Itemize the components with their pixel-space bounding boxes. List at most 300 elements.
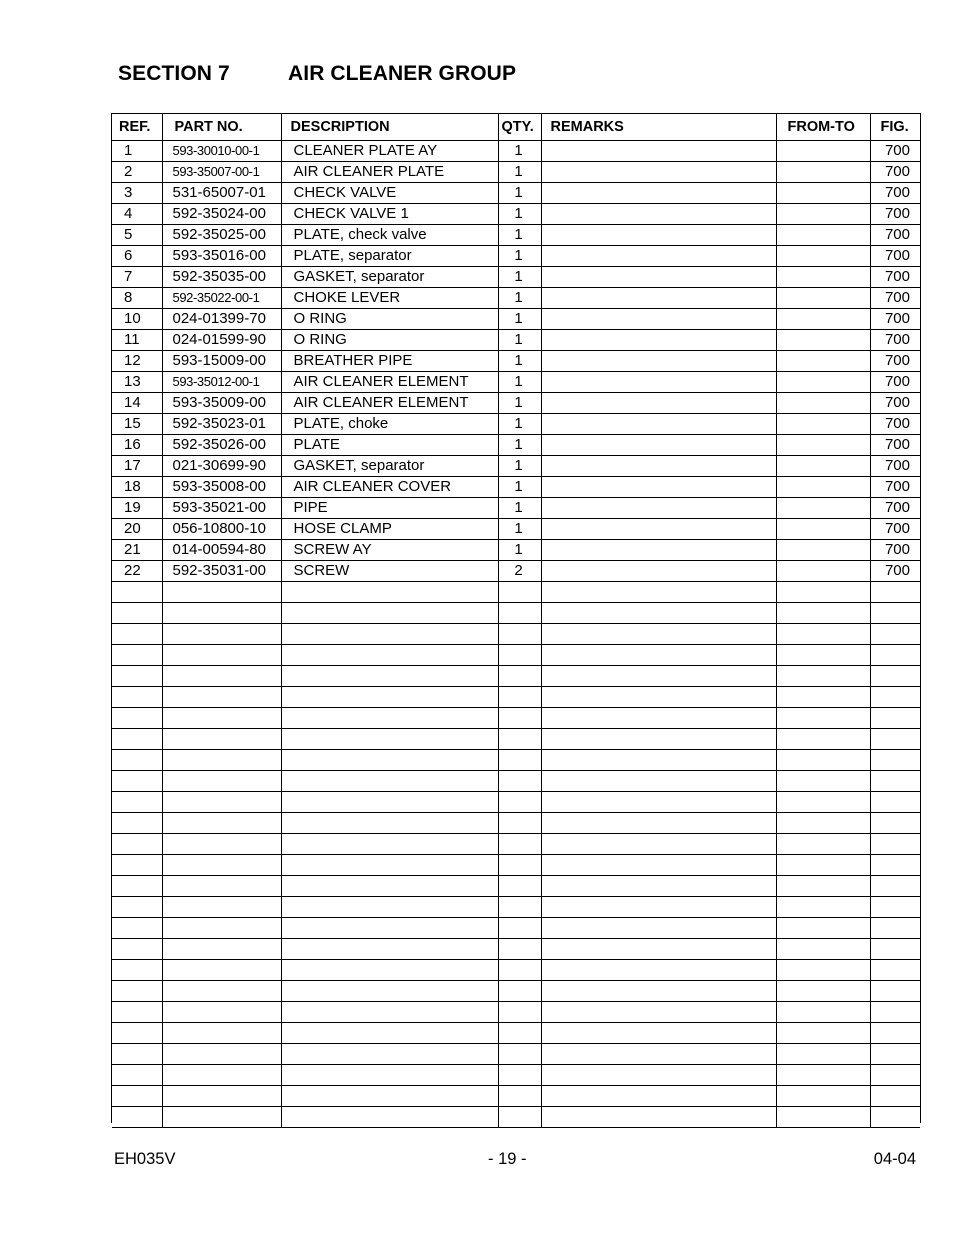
empty-table-row bbox=[112, 603, 920, 624]
cell-description-empty bbox=[281, 729, 498, 750]
cell-fig: 700 bbox=[870, 141, 920, 162]
cell-part-no: 592-35022-00-1 bbox=[162, 288, 281, 309]
cell-ref-empty bbox=[112, 897, 162, 918]
cell-remarks bbox=[541, 498, 776, 519]
cell-remarks bbox=[541, 477, 776, 498]
cell-ref: 4 bbox=[112, 204, 162, 225]
cell-ref: 15 bbox=[112, 414, 162, 435]
cell-remarks bbox=[541, 540, 776, 561]
cell-description: O RING bbox=[281, 309, 498, 330]
cell-qty-empty bbox=[498, 582, 541, 603]
cell-from-to-empty bbox=[776, 687, 870, 708]
cell-fig-empty bbox=[870, 708, 920, 729]
cell-qty-empty bbox=[498, 960, 541, 981]
cell-qty-empty bbox=[498, 876, 541, 897]
cell-remarks-empty bbox=[541, 918, 776, 939]
column-header-fig: FIG. bbox=[870, 114, 920, 141]
cell-from-to bbox=[776, 225, 870, 246]
cell-part-no-empty bbox=[162, 1002, 281, 1023]
empty-table-row bbox=[112, 1002, 920, 1023]
cell-part-no: 593-35012-00-1 bbox=[162, 372, 281, 393]
cell-from-to-empty bbox=[776, 834, 870, 855]
cell-fig-empty bbox=[870, 939, 920, 960]
table-row bbox=[112, 288, 920, 309]
cell-qty-empty bbox=[498, 624, 541, 645]
table-row bbox=[112, 540, 920, 561]
cell-fig: 700 bbox=[870, 456, 920, 477]
empty-table-row bbox=[112, 792, 920, 813]
cell-fig: 700 bbox=[870, 498, 920, 519]
empty-table-row bbox=[112, 1107, 920, 1128]
cell-qty: 1 bbox=[498, 393, 541, 414]
cell-ref: 7 bbox=[112, 267, 162, 288]
cell-part-no-empty bbox=[162, 750, 281, 771]
cell-fig-empty bbox=[870, 792, 920, 813]
cell-remarks-empty bbox=[541, 708, 776, 729]
cell-fig-empty bbox=[870, 624, 920, 645]
cell-from-to bbox=[776, 351, 870, 372]
cell-from-to bbox=[776, 162, 870, 183]
cell-from-to bbox=[776, 519, 870, 540]
cell-from-to bbox=[776, 246, 870, 267]
cell-part-no: 593-35008-00 bbox=[162, 477, 281, 498]
cell-ref-empty bbox=[112, 1086, 162, 1107]
cell-remarks bbox=[541, 183, 776, 204]
empty-table-row bbox=[112, 1023, 920, 1044]
cell-remarks bbox=[541, 330, 776, 351]
cell-from-to-empty bbox=[776, 813, 870, 834]
table-row bbox=[112, 519, 920, 540]
table-row bbox=[112, 498, 920, 519]
cell-qty: 1 bbox=[498, 141, 541, 162]
cell-fig-empty bbox=[870, 645, 920, 666]
cell-from-to-empty bbox=[776, 624, 870, 645]
cell-from-to bbox=[776, 414, 870, 435]
cell-remarks-empty bbox=[541, 897, 776, 918]
cell-ref: 20 bbox=[112, 519, 162, 540]
cell-qty-empty bbox=[498, 1044, 541, 1065]
cell-ref-empty bbox=[112, 666, 162, 687]
cell-part-no-empty bbox=[162, 939, 281, 960]
cell-from-to bbox=[776, 456, 870, 477]
table-row bbox=[112, 267, 920, 288]
cell-fig: 700 bbox=[870, 540, 920, 561]
cell-description: PLATE, separator bbox=[281, 246, 498, 267]
cell-part-no-empty bbox=[162, 687, 281, 708]
cell-description-empty bbox=[281, 1107, 498, 1128]
cell-description: PLATE bbox=[281, 435, 498, 456]
cell-fig-empty bbox=[870, 1002, 920, 1023]
cell-ref-empty bbox=[112, 960, 162, 981]
cell-from-to-empty bbox=[776, 1086, 870, 1107]
cell-qty: 1 bbox=[498, 519, 541, 540]
column-header-from-to: FROM-TO bbox=[776, 114, 870, 141]
table-row bbox=[112, 225, 920, 246]
cell-remarks-empty bbox=[541, 582, 776, 603]
cell-from-to bbox=[776, 141, 870, 162]
table-row bbox=[112, 477, 920, 498]
cell-qty: 1 bbox=[498, 477, 541, 498]
cell-from-to bbox=[776, 393, 870, 414]
table-row bbox=[112, 204, 920, 225]
cell-qty-empty bbox=[498, 708, 541, 729]
cell-qty: 1 bbox=[498, 330, 541, 351]
cell-remarks-empty bbox=[541, 876, 776, 897]
cell-qty: 1 bbox=[498, 540, 541, 561]
cell-ref-empty bbox=[112, 813, 162, 834]
cell-fig-empty bbox=[870, 876, 920, 897]
table-row bbox=[112, 330, 920, 351]
cell-qty-empty bbox=[498, 918, 541, 939]
cell-qty-empty bbox=[498, 1023, 541, 1044]
cell-part-no-empty bbox=[162, 813, 281, 834]
cell-remarks bbox=[541, 288, 776, 309]
table-row bbox=[112, 435, 920, 456]
cell-from-to-empty bbox=[776, 1107, 870, 1128]
cell-ref-empty bbox=[112, 855, 162, 876]
cell-fig: 700 bbox=[870, 162, 920, 183]
cell-remarks-empty bbox=[541, 624, 776, 645]
cell-description: CHECK VALVE bbox=[281, 183, 498, 204]
column-header-description: DESCRIPTION bbox=[281, 114, 498, 141]
cell-remarks-empty bbox=[541, 1002, 776, 1023]
cell-fig: 700 bbox=[870, 372, 920, 393]
cell-description-empty bbox=[281, 750, 498, 771]
cell-ref-empty bbox=[112, 582, 162, 603]
cell-remarks-empty bbox=[541, 603, 776, 624]
cell-qty-empty bbox=[498, 729, 541, 750]
cell-part-no-empty bbox=[162, 792, 281, 813]
cell-remarks-empty bbox=[541, 729, 776, 750]
cell-description-empty bbox=[281, 897, 498, 918]
cell-ref-empty bbox=[112, 876, 162, 897]
cell-description-empty bbox=[281, 813, 498, 834]
cell-qty-empty bbox=[498, 1086, 541, 1107]
cell-ref: 14 bbox=[112, 393, 162, 414]
cell-ref-empty bbox=[112, 1023, 162, 1044]
column-header-ref: REF. bbox=[112, 114, 162, 141]
cell-from-to-empty bbox=[776, 666, 870, 687]
cell-from-to bbox=[776, 372, 870, 393]
cell-description: SCREW bbox=[281, 561, 498, 582]
cell-description: HOSE CLAMP bbox=[281, 519, 498, 540]
cell-fig-empty bbox=[870, 1107, 920, 1128]
table-row bbox=[112, 141, 920, 162]
cell-fig: 700 bbox=[870, 414, 920, 435]
cell-ref-empty bbox=[112, 1107, 162, 1128]
cell-description-empty bbox=[281, 687, 498, 708]
cell-fig-empty bbox=[870, 834, 920, 855]
cell-qty: 2 bbox=[498, 561, 541, 582]
cell-part-no: 592-35025-00 bbox=[162, 225, 281, 246]
cell-description: PIPE bbox=[281, 498, 498, 519]
cell-part-no-empty bbox=[162, 582, 281, 603]
cell-ref: 10 bbox=[112, 309, 162, 330]
cell-remarks-empty bbox=[541, 1065, 776, 1086]
cell-description: SCREW AY bbox=[281, 540, 498, 561]
cell-fig-empty bbox=[870, 666, 920, 687]
cell-from-to bbox=[776, 183, 870, 204]
cell-ref-empty bbox=[112, 729, 162, 750]
cell-ref: 21 bbox=[112, 540, 162, 561]
cell-ref-empty bbox=[112, 750, 162, 771]
cell-description: CLEANER PLATE AY bbox=[281, 141, 498, 162]
cell-ref-empty bbox=[112, 1044, 162, 1065]
footer-page-number: - 19 - bbox=[488, 1150, 527, 1168]
empty-table-row bbox=[112, 876, 920, 897]
cell-remarks-empty bbox=[541, 855, 776, 876]
cell-qty: 1 bbox=[498, 267, 541, 288]
cell-remarks-empty bbox=[541, 1086, 776, 1107]
empty-table-row bbox=[112, 897, 920, 918]
footer-model: EH035V bbox=[114, 1150, 176, 1168]
cell-remarks bbox=[541, 351, 776, 372]
cell-fig: 700 bbox=[870, 267, 920, 288]
section-number: SECTION 7 bbox=[118, 62, 230, 85]
cell-ref: 1 bbox=[112, 141, 162, 162]
empty-table-row bbox=[112, 645, 920, 666]
cell-from-to bbox=[776, 435, 870, 456]
cell-remarks bbox=[541, 246, 776, 267]
cell-from-to-empty bbox=[776, 750, 870, 771]
cell-ref-empty bbox=[112, 1002, 162, 1023]
cell-qty-empty bbox=[498, 813, 541, 834]
cell-ref-empty bbox=[112, 708, 162, 729]
cell-description-empty bbox=[281, 981, 498, 1002]
cell-from-to bbox=[776, 267, 870, 288]
empty-table-row bbox=[112, 813, 920, 834]
cell-remarks bbox=[541, 204, 776, 225]
cell-fig: 700 bbox=[870, 393, 920, 414]
cell-part-no-empty bbox=[162, 834, 281, 855]
cell-part-no-empty bbox=[162, 855, 281, 876]
cell-remarks-empty bbox=[541, 813, 776, 834]
cell-qty-empty bbox=[498, 687, 541, 708]
cell-from-to bbox=[776, 309, 870, 330]
cell-description-empty bbox=[281, 939, 498, 960]
cell-description-empty bbox=[281, 666, 498, 687]
section-title bbox=[118, 62, 516, 86]
cell-description-empty bbox=[281, 918, 498, 939]
cell-fig: 700 bbox=[870, 246, 920, 267]
table-body bbox=[112, 141, 920, 1128]
empty-table-row bbox=[112, 666, 920, 687]
cell-remarks-empty bbox=[541, 750, 776, 771]
cell-description: AIR CLEANER ELEMENT bbox=[281, 393, 498, 414]
cell-part-no: 592-35024-00 bbox=[162, 204, 281, 225]
column-header-part-no: PART NO. bbox=[162, 114, 281, 141]
cell-fig-empty bbox=[870, 582, 920, 603]
cell-fig-empty bbox=[870, 1065, 920, 1086]
cell-qty-empty bbox=[498, 792, 541, 813]
cell-part-no: 531-65007-01 bbox=[162, 183, 281, 204]
column-header-qty: QTY. bbox=[498, 114, 541, 141]
cell-part-no: 593-30010-00-1 bbox=[162, 141, 281, 162]
cell-part-no-empty bbox=[162, 603, 281, 624]
cell-ref: 18 bbox=[112, 477, 162, 498]
parts-table bbox=[112, 114, 920, 1128]
cell-description: GASKET, separator bbox=[281, 456, 498, 477]
empty-table-row bbox=[112, 582, 920, 603]
cell-qty-empty bbox=[498, 834, 541, 855]
cell-part-no: 592-35026-00 bbox=[162, 435, 281, 456]
cell-description: CHOKE LEVER bbox=[281, 288, 498, 309]
cell-part-no-empty bbox=[162, 708, 281, 729]
cell-description: BREATHER PIPE bbox=[281, 351, 498, 372]
cell-remarks-empty bbox=[541, 645, 776, 666]
cell-part-no-empty bbox=[162, 1044, 281, 1065]
cell-remarks-empty bbox=[541, 834, 776, 855]
empty-table-row bbox=[112, 918, 920, 939]
cell-remarks-empty bbox=[541, 1044, 776, 1065]
group-title: AIR CLEANER GROUP bbox=[288, 62, 517, 85]
cell-remarks-empty bbox=[541, 666, 776, 687]
cell-from-to-empty bbox=[776, 939, 870, 960]
cell-from-to-empty bbox=[776, 582, 870, 603]
cell-remarks bbox=[541, 225, 776, 246]
empty-table-row bbox=[112, 729, 920, 750]
cell-from-to bbox=[776, 330, 870, 351]
cell-ref: 13 bbox=[112, 372, 162, 393]
cell-qty-empty bbox=[498, 1002, 541, 1023]
cell-fig-empty bbox=[870, 603, 920, 624]
cell-description-empty bbox=[281, 960, 498, 981]
empty-table-row bbox=[112, 939, 920, 960]
cell-description-empty bbox=[281, 624, 498, 645]
cell-part-no: 593-15009-00 bbox=[162, 351, 281, 372]
cell-fig: 700 bbox=[870, 309, 920, 330]
cell-description: AIR CLEANER PLATE bbox=[281, 162, 498, 183]
cell-qty-empty bbox=[498, 603, 541, 624]
empty-table-row bbox=[112, 834, 920, 855]
cell-part-no: 593-35009-00 bbox=[162, 393, 281, 414]
cell-from-to-empty bbox=[776, 918, 870, 939]
cell-from-to-empty bbox=[776, 897, 870, 918]
cell-ref-empty bbox=[112, 624, 162, 645]
cell-ref: 5 bbox=[112, 225, 162, 246]
cell-fig: 700 bbox=[870, 435, 920, 456]
table-row bbox=[112, 372, 920, 393]
cell-ref-empty bbox=[112, 603, 162, 624]
footer-date: 04-04 bbox=[873, 1150, 916, 1168]
cell-description-empty bbox=[281, 1044, 498, 1065]
cell-description-empty bbox=[281, 603, 498, 624]
cell-part-no-empty bbox=[162, 729, 281, 750]
column-header-remarks: REMARKS bbox=[541, 114, 776, 141]
cell-qty: 1 bbox=[498, 498, 541, 519]
cell-description: AIR CLEANER COVER bbox=[281, 477, 498, 498]
cell-from-to-empty bbox=[776, 771, 870, 792]
cell-qty: 1 bbox=[498, 246, 541, 267]
cell-part-no-empty bbox=[162, 624, 281, 645]
cell-qty: 1 bbox=[498, 288, 541, 309]
cell-part-no: 592-35023-01 bbox=[162, 414, 281, 435]
cell-qty: 1 bbox=[498, 162, 541, 183]
cell-qty: 1 bbox=[498, 183, 541, 204]
cell-part-no-empty bbox=[162, 1086, 281, 1107]
cell-remarks-empty bbox=[541, 960, 776, 981]
cell-part-no-empty bbox=[162, 981, 281, 1002]
cell-from-to-empty bbox=[776, 645, 870, 666]
cell-fig-empty bbox=[870, 1044, 920, 1065]
cell-remarks bbox=[541, 456, 776, 477]
cell-fig: 700 bbox=[870, 519, 920, 540]
empty-table-row bbox=[112, 771, 920, 792]
cell-fig: 700 bbox=[870, 225, 920, 246]
cell-ref-empty bbox=[112, 1065, 162, 1086]
cell-qty-empty bbox=[498, 666, 541, 687]
cell-part-no: 014-00594-80 bbox=[162, 540, 281, 561]
cell-fig: 700 bbox=[870, 477, 920, 498]
cell-description-empty bbox=[281, 855, 498, 876]
cell-description-empty bbox=[281, 1002, 498, 1023]
cell-from-to-empty bbox=[776, 1023, 870, 1044]
empty-table-row bbox=[112, 687, 920, 708]
cell-description-empty bbox=[281, 1086, 498, 1107]
cell-qty: 1 bbox=[498, 435, 541, 456]
cell-remarks bbox=[541, 414, 776, 435]
cell-description-empty bbox=[281, 792, 498, 813]
cell-fig: 700 bbox=[870, 183, 920, 204]
cell-from-to-empty bbox=[776, 792, 870, 813]
cell-fig-empty bbox=[870, 855, 920, 876]
empty-table-row bbox=[112, 624, 920, 645]
cell-from-to bbox=[776, 498, 870, 519]
table-row bbox=[112, 309, 920, 330]
cell-part-no-empty bbox=[162, 666, 281, 687]
cell-ref: 12 bbox=[112, 351, 162, 372]
cell-from-to-empty bbox=[776, 603, 870, 624]
cell-from-to-empty bbox=[776, 1065, 870, 1086]
cell-description: PLATE, choke bbox=[281, 414, 498, 435]
cell-description: AIR CLEANER ELEMENT bbox=[281, 372, 498, 393]
cell-ref: 11 bbox=[112, 330, 162, 351]
cell-qty-empty bbox=[498, 897, 541, 918]
cell-ref-empty bbox=[112, 981, 162, 1002]
empty-table-row bbox=[112, 960, 920, 981]
table-row bbox=[112, 351, 920, 372]
empty-table-row bbox=[112, 750, 920, 771]
cell-part-no-empty bbox=[162, 645, 281, 666]
cell-part-no-empty bbox=[162, 876, 281, 897]
cell-ref: 16 bbox=[112, 435, 162, 456]
cell-part-no: 024-01599-90 bbox=[162, 330, 281, 351]
cell-remarks bbox=[541, 162, 776, 183]
cell-qty: 1 bbox=[498, 225, 541, 246]
cell-fig-empty bbox=[870, 687, 920, 708]
cell-from-to bbox=[776, 204, 870, 225]
cell-from-to-empty bbox=[776, 729, 870, 750]
cell-qty-empty bbox=[498, 750, 541, 771]
cell-part-no: 021-30699-90 bbox=[162, 456, 281, 477]
cell-qty-empty bbox=[498, 645, 541, 666]
table-row bbox=[112, 456, 920, 477]
cell-remarks bbox=[541, 435, 776, 456]
cell-from-to bbox=[776, 540, 870, 561]
table-row bbox=[112, 246, 920, 267]
cell-part-no-empty bbox=[162, 1107, 281, 1128]
cell-fig: 700 bbox=[870, 204, 920, 225]
cell-fig: 700 bbox=[870, 330, 920, 351]
cell-qty-empty bbox=[498, 981, 541, 1002]
cell-part-no-empty bbox=[162, 1065, 281, 1086]
empty-table-row bbox=[112, 1044, 920, 1065]
cell-part-no-empty bbox=[162, 771, 281, 792]
cell-description-empty bbox=[281, 1023, 498, 1044]
cell-from-to-empty bbox=[776, 876, 870, 897]
cell-from-to-empty bbox=[776, 981, 870, 1002]
cell-fig-empty bbox=[870, 813, 920, 834]
